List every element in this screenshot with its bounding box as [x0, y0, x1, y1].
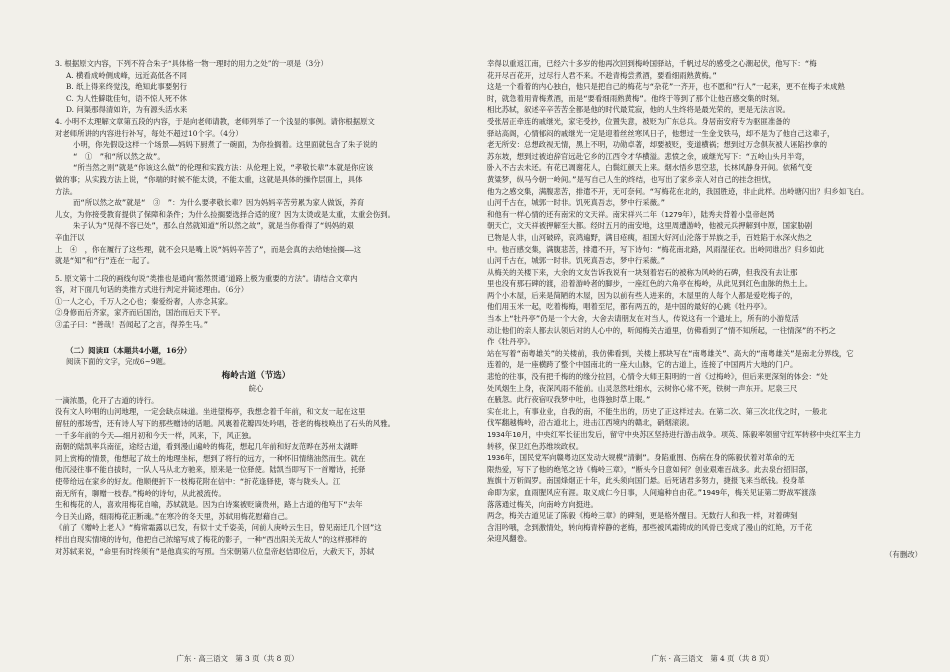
q4-line: “所当然之则”就是“你该这么做”的伦理和实践方法：从伦理上说，“孝敬长辈”本就是你应该: [73, 163, 374, 173]
q4-line: 而“所以然之故”就是“ ③ ”：为什么要孝敬长辈？因为妈妈辛苦劳累为家人做饭，养育: [73, 198, 365, 208]
option-a: A. 横看成岭侧成峰，远近高低各不同: [66, 70, 187, 80]
passage-paragraph: 转移，保卫红色苏维埃政权。: [487, 441, 584, 451]
passage-paragraph: 两个小木屋，后来是简陋的木屋，因为以前有些人进来的，木屋里的人每个人都是爱吃梅子的，: [487, 290, 798, 300]
q5-line: 容，对下面几句话的类推方式进行判定并简述理由。（6分）: [55, 285, 249, 295]
q4-line: 朱子认为“见得不容已处”，那么自然就知道“所以然之故”，就是当你看得了“妈妈的艰: [73, 221, 354, 231]
passage-paragraph: 生和梅花的人，喜欢用梅花自喻，苏轼就是。因为白诗案被贬谪贵州，路上古道的他写下“去年: [55, 500, 363, 510]
option-b: B. 纸上得来终觉浅，绝知此事要躬行: [66, 82, 187, 92]
q5-line: ②身修而后齐家，家齐而后国治，国治而后天下平。: [55, 308, 225, 318]
q4-line: 儿女，为你接受教育提供了保障和条件；为什么捡搁要选择合适的度？因为太烫或是太重，太重会伤到。: [55, 209, 395, 219]
passage-paragraph: 1936年，国民党军向赣粤边区发动大规模“清剿”。身陷重围、伤病在身的陈毅伏着对革命的无: [487, 453, 795, 463]
passage-paragraph: 这是一个看着的内心独白，他只是把自己的梅花与“杂花”一齐开，也不愿和“行人”一起来，更不在梅子未成熟: [487, 82, 845, 92]
passage-paragraph: 留驻的那场雪，还有诗人写下的那些赠诗的话题。风裏着花瓣四处吟唱，苍老的梅枝唤出了石头的风雅。: [55, 419, 395, 429]
passage-paragraph: 悲怆的往事，没有把千梅的的缘分拉回，心情令大师王阳明的一首《过梅岭》，但后来更深刻的体会：“处: [487, 372, 828, 382]
passage-paragraph: 样出自现实情境的诗句，他把自己浓缩写成了梅花的影子，一种“西出阳关无故人”的这样那样的: [55, 534, 367, 544]
passage-paragraph: 作《牡丹亭》。: [487, 337, 536, 347]
passage-paragraph: 南朝的陆凯率兵南征，途经古道，看到漫山遍岭的梅花，想起几年前和好友范晔在苏州太湖畔: [55, 442, 359, 452]
passage-paragraph: 两念，梅关古道见证了陈毅《梅岭三章》的碑刻，更是格外醒目。无数行人和我一样，对着碑刻: [487, 511, 798, 521]
right-page: [475, 0, 950, 672]
passage-author: 皖心: [248, 383, 264, 393]
passage-paragraph: 南无所有，聊赠一枝春。”梅岭的诗句，从此被流传。: [55, 488, 226, 498]
passage-paragraph: 没有文人吟唱的山河地理，一定会缺点味道。坐进望梅亭，我想念着千年前，和文友一起在这里: [55, 407, 366, 417]
passage-paragraph: 《前了《赠岭上老人》“梅常霜露以已发，有似十丈千姿美，问前人庚岭云生日，曾见南迁几个回”这: [55, 523, 382, 533]
passage-paragraph: 实在北上，有事业业，自我的南，不能生出的，历史了正这样过去。在第二次、第三次北伐之时，一般北: [487, 406, 827, 416]
passage-paragraph: 老无所安：总想政视无情，黑上不明，功勋卓著，却要被贬，变道横祸；想到过万念俱灰被人诬陷抄拿的: [487, 140, 827, 150]
passage-paragraph: 伐军翻越梅岭，沿古道北上，进击江西境内的赣北，硝烟滚滚。: [487, 418, 694, 428]
passage-paragraph: 今日关山路，细雨梅花正断魂。”在寒冷的冬天里，苏轼用梅花慰藉自己。: [55, 511, 293, 521]
question-5: [55, 273, 457, 331]
q4-line: 方法。: [55, 186, 78, 196]
passage-paragraph: 已物是人非，山河破碎，哀鸿遍野，满目疮痍，祖国大好河山沦落于异族之手，百姓陷于水深火热之: [487, 232, 813, 242]
passage-paragraph: 时，就急着用青梅煮酒，而是“要看细雨熟黄梅”。他终于等到了那个让他百感交集的时刻。: [487, 93, 785, 103]
q4-line: 小明，你先假设这样一个场景——妈妈下厨煮了一碗面，为你捡搁着。这里面就包含了朱子说的: [73, 140, 378, 150]
q5-line: 5. 原文第十二段的画线句说“类推也是通向‘豁然贯通’道路上极为重要的方法”。请结合文章内: [55, 273, 358, 283]
q4-line: 4. 小明不太理解文章第五段的内容，于是向老师请教，老师列举了一个浅显的事例。请你根据原文: [55, 116, 375, 126]
passage-paragraph: 从梅关的关楼下来，大余的文友告诉我说有一块刻着岩石的被称为风岭的石碑，但我没有去让那: [487, 267, 798, 277]
passage-paragraph: 里也没有那石碑的渡，沿着游岭者的脚步，一座红色的六角亭在梅岭，从此见到红色血脉的热土上。: [487, 279, 813, 289]
passage-paragraph: 在腋忽。此行夜宿叹我梦中吐，也得独时草上眠。”: [487, 395, 651, 405]
question-4: [55, 116, 457, 267]
passage-paragraph: 和他有一样心情的还有南宋的文天祥。南宋祥兴二年（1279年），陆秀夫背着小皇帝赵昺: [487, 209, 775, 219]
passage-paragraph: 花开尽百花开，过尽行人君不来。不趁青梅尝煮酒，要看细雨熟黄梅。”: [487, 70, 717, 80]
passage-title: 梅岭古道（节选）: [221, 370, 291, 381]
passage-paragraph: 他们用玉米一起，吃着梅梅，唱着至尼，都有两五的，是中国的最好的心跳《牡丹亭》。: [487, 302, 772, 312]
q4-line: 做的事；从实践方法上说，“你端的时候不能太烫，不能太重，这就是具体的操作层面上，具体: [55, 174, 363, 184]
passage-paragraph: 山河千古在，城郭一时非。饥死真吾志，梦中行采薇。”: [487, 198, 666, 208]
passage-paragraph: 对苏轼来说，“命里有时终须有”是他真实的写照。当宋朝第八位皇帝赵佶即位后，大赦天下，苏轼: [55, 546, 375, 556]
passage-paragraph: 中。他百感交集，满腹悲苦，排遣不开，写下诗句：“梅花南北路，风雨湿征衣。出岭同谁出？归乡如此: [487, 244, 825, 254]
passage-paragraph: 一千多年前的今天——细月初和今天一样，风来，下，风正独。: [55, 430, 257, 440]
passage-paragraph: 动让他们的亲人都去认领后对的人心中的，听闻梅关古道里，仿佛看到了“情不知所起，一往情深”的不朽之: [487, 325, 836, 335]
question-3: [55, 58, 457, 116]
passage-paragraph: 相比苏轼，叙述辛辛苦苦全都是他的时代最荒寂，他的人生终将是最光荣的，更是无法言说。: [487, 105, 791, 115]
passage-paragraph: 受张居正牵连的戚继光，家宅受抄，位置失意，被贬为广东总兵。身居南安府专为驱匪准备的: [487, 116, 791, 126]
section-header: （二）阅读Ⅱ（本题共4小题，16分）: [66, 345, 192, 355]
passage-paragraph: 1934年10月，中央红军长征出发后，留守中央苏区坚持进行游击战争。项英、陈毅率领留守红军转移中央红军主力: [487, 430, 862, 439]
passage-paragraph: 他为之感交集，满腹悲苦，排遣不开，无可奈何。“写梅花在北的，我国胜迹，非止此样。出岭塘闪出？归乡如飞白。: [487, 186, 869, 196]
passage-paragraph: 驿站高阁，心情郁闷的戚继光一定是迎着丝丝寒风日子，他想过一生金戈铁马，却不是为了他自己这辈子，: [487, 128, 835, 138]
passage-paragraph: 朵迎风翻卷。: [487, 534, 532, 544]
passage-paragraph: 旌旗十万斩阎罗。南国烽烟正十年，此头须向国门悬。后死诸君多努力，捷报飞来当纸钱。投身革: [487, 476, 805, 486]
q4-line: “ ① ”和“所以然之故”。: [73, 151, 165, 161]
passage-paragraph: 一滴浓墨，化开了古道的诗行。: [55, 395, 159, 405]
passage-paragraph: 落落通过梅关，向南岭方向挺进。: [487, 499, 598, 509]
q4-line: 对老师所讲的内容进行补写，每处不超过10个字。（4分）: [55, 128, 243, 138]
section-instruction: 阅读下面的文字，完成6~9题。: [66, 357, 171, 367]
reading-section: [55, 345, 457, 558]
answer-space: [55, 331, 457, 345]
passage-paragraph: 站在写着“南粤雄关”的关楼前，我仿佛看到，关楼上那块写在“南粤雄关”、高大的“南粤雄关”是南北分界线，它: [487, 348, 854, 358]
passage-paragraph: 卧入不古去未还。有花已凋谢花人，白鬓红颜天上来。烟水悟乡思空悲，长林风静身开间。依稀气变: [487, 163, 813, 173]
right-passage: [487, 58, 922, 545]
passage-paragraph: 限热爱，写下了他的绝笔之诗《梅岭三章》，“断头今日意如何？创业艰难百战多。此去泉台招旧部，: [487, 464, 813, 474]
passage-paragraph: 朝天亡，文天祥被押解至大都。经时五月的南安地，这里周遭游岭，他被元兵押解到中原，国家胁剧: [487, 221, 813, 231]
q5-line: ③孟子曰：“善哉！吾闻起了之言，得养生马。”: [55, 320, 209, 330]
passage-paragraph: 黄粱梦，纵马今朝一岭间。”是写自己人生的终结，也写出了家乡亲人对自己的挂念担忧，: [487, 174, 776, 184]
passage-paragraph: 含泪吟哦，念到激情处，转向梅青梓静的老梅，那些被风霜铸成的风骨已变成了漫山的红艳，万千花: [487, 522, 813, 532]
q4-line: 就是“知”和“行”连在一起了。: [55, 256, 155, 266]
passage-paragraph: 处风烟生上身，夜深风雨不能前。山灵忽然吐细水，云树你心常不死，铁树一声东开。尼泉三尺: [487, 383, 798, 393]
passage-paragraph: 他沉浸往事不能自拔时，一队人马从北方驰来，原来是一位驿使。陆凯当即写下一首赠诗，托驿: [55, 465, 366, 475]
q4-line: 辛血汗以: [55, 232, 85, 242]
passage-paragraph: 命即为家，血雨腥风应有涯。取义成仁今日事，人间遍种自由花。”1949年，梅关见证第二野战军渡涤: [487, 487, 816, 497]
q4-line: 上 ④ ，你在履行了这些理，就不会只是嘴上说“妈妈辛苦了”，而是会真的去给她捡搁——这: [55, 244, 362, 254]
option-c: C. 为人性僻耽佳句，语不惊人死不休: [66, 93, 187, 103]
q5-line: ①一人之心，千万人之心也；秦爱纷奢，人亦念其家。: [55, 296, 233, 306]
passage-paragraph: 同上赏梅的情景，他想起了故土的地理坐标，想到了将行的远方，一种怀旧情绪油然而生。就在: [55, 453, 366, 463]
page-footer-left: 广东 · 高三语文 第 3 页（共 8 页）: [176, 654, 299, 663]
passage-paragraph: 幸得以重返江南，已经六十多岁的他再次回到梅岭国驿站，千帆过尽的感受之心潮起伏，他写下：“梅: [487, 59, 817, 68]
option-d: D. 问渠那得清如许，为有源头活水来: [66, 105, 188, 115]
end-note: （有删改）: [885, 549, 922, 559]
question-3-stem: 3. 根据原文内容，下列不符合朱子“具体格一物一理时的用力之处”的一项是（3分）: [55, 59, 328, 68]
passage-paragraph: 连着的，是一座横跨了整个中国南北的一座大山脉，它的古道上，连接了中国两片大地的门户。: [487, 360, 798, 370]
passage-paragraph: 当本上“牡丹亭”仍是一个大舍，大舍去请朋友在对当人，传说这有一个遗址上，所有的小游览活: [487, 314, 799, 324]
passage-paragraph: 使带给远在家乡的好友。他顺便折下一枝梅花附在信中：“折花逢驿使，寄与陇头人。江: [55, 477, 341, 486]
page-footer-right: 广东 · 高三语文 第 4 页（共 8 页）: [651, 654, 774, 663]
passage-paragraph: 苏东坡，想到过被迫辞官远赴它乡的江西令才华横溢。悲愤之余，戚继光写下：“五岭山头月半弯，: [487, 151, 810, 161]
passage-paragraph: 山河千古在，城郭一时非。饥死真吾志，梦中行采薇。”: [487, 256, 666, 266]
